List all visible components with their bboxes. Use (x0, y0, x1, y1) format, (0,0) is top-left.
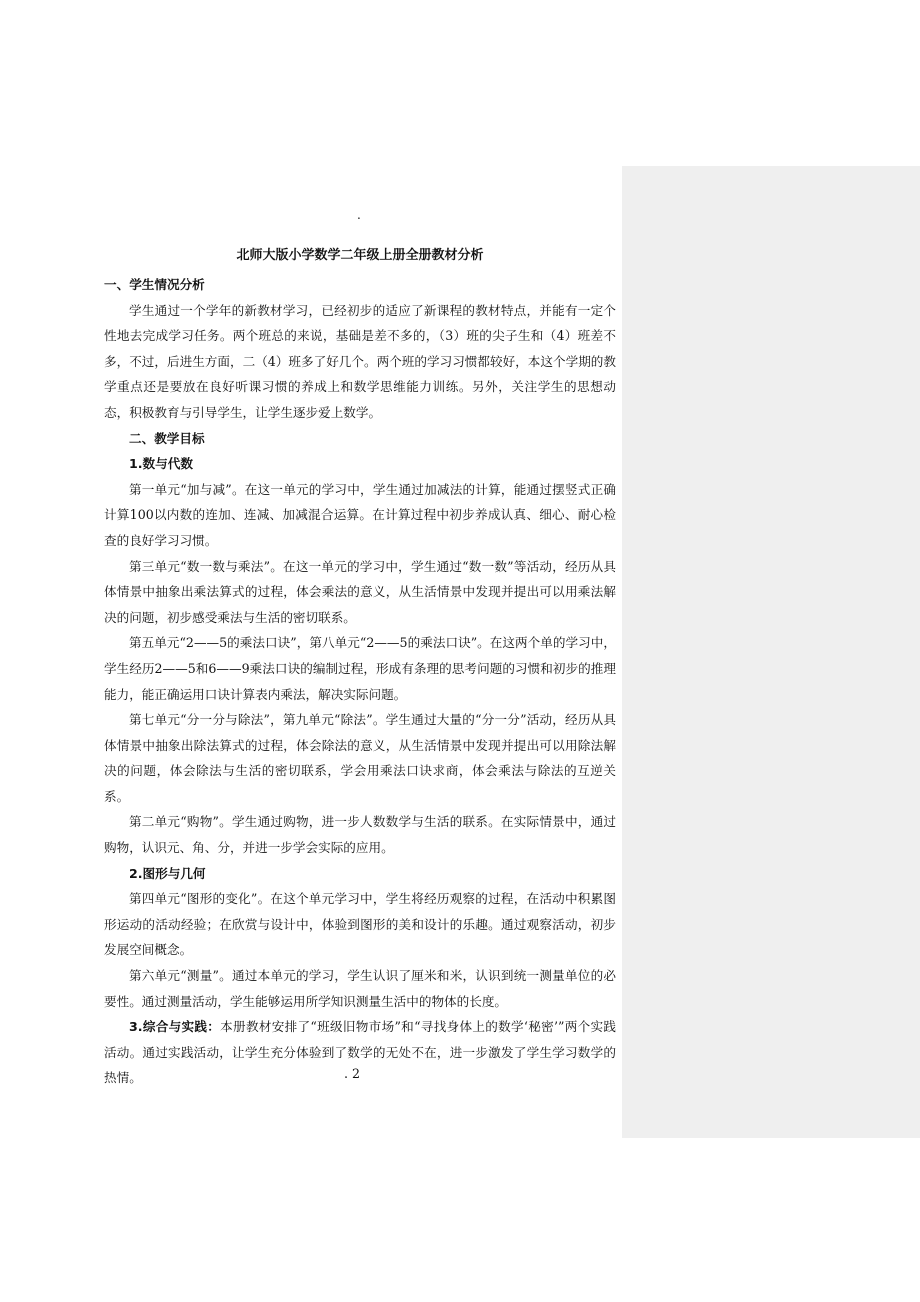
page-number: . 2 (344, 1066, 361, 1081)
document-body (104, 272, 616, 1091)
paragraph-unit-3: 第三单元“数一数与乘法”。在这一单元的学习中，学生通过“数一数”等活动，经历从具体情景中抽象出乘法算式的过程，体会乘法的意义，从生活情景中发现并提出可以用乘法解决的问题，初步感受乘法与生活的密切联系。 (104, 558, 616, 625)
paragraph-student-analysis: 学生通过一个学年的新教材学习，已经初步的适应了新课程的教材特点，并能有一定个性地去完成学习任务。两个班总的来说，基础是差不多的，（3）班的尖子生和（4）班差不多，不过，后进生方面，二（4）班多了好几个。两个班的学习习惯都较好，本这个学期的教学重点还是要放在良好听课习惯的养成上和数学思维能力训练。另外，关注学生的思想动态，积极教育与引导学生，让学生逐步爱上数学。 (104, 302, 616, 420)
subheading-numbers-algebra: 1.数与代数 (129, 456, 193, 472)
subheading-shapes-geometry: 2.图形与几何 (129, 865, 206, 881)
section-heading-teaching-goals: 二、教学目标 (129, 430, 205, 446)
paragraph-unit-7-9: 第七单元“分一分与除法”，第九单元“除法”。学生通过大量的“分一分”活动，经历从具体情景中抽象出除法算式的过程，体会除法的意义，从生活情景中发现并提出可以用除法解决的问题，体会除法与生活的密切联系，学会用乘法口诀求商，体会乘法与除法的互逆关系。 (104, 712, 616, 804)
practice-lead: 3.综合与实践： (129, 1019, 221, 1035)
practice-text: 本册教材安排了“班级旧物市场”和“寻找身体上的数学‘秘密’”两个实践活动。通过实践活动，让学生充分体验到了数学的无处不在，进一步激发了学生学习数学的热情。 (104, 1019, 616, 1086)
paragraph-unit-5-8: 第五单元“2——5的乘法口诀”，第八单元“2——5的乘法口诀”。在这两个单的学习中，学生经历2——5和6——9乘法口诀的编制过程，形成有条理的思考问题的习惯和初步的推理能力，能正确运用口诀计算表内乘法，解决实际问题。 (104, 635, 616, 702)
paragraph-unit-1: 第一单元“加与减”。在这一单元的学习中，学生通过加减法的计算，能通过摆竖式正确计算100以内数的连加、连减、加减混合运算。在计算过程中初步养成认真、细心、耐心检查的良好学习习惯。 (104, 481, 616, 548)
comment-pane (622, 166, 920, 1138)
paragraph-unit-2: 第二单元“购物”。学生通过购物，进一步人数数学与生活的联系。在实际情景中，通过购物，认识元、角、分，并进一步学会实际的应用。 (104, 814, 616, 856)
document-title: 北师大版小学数学二年级上册全册教材分析 (236, 248, 484, 263)
paragraph-unit-4: 第四单元“图形的变化”。在这个单元学习中，学生将经历观察的过程，在活动中积累图形运动的活动经验；在欣赏与设计中，体验到图形的美和设计的乐趣。通过观察活动，初步发展空间概念。 (104, 891, 616, 958)
paragraph-unit-6: 第六单元“测量”。通过本单元的学习，学生认识了厘米和米，认识到统一测量单位的必要性。通过测量活动，学生能够运用所学知识测量生活中的物体的长度。 (104, 968, 616, 1009)
header-dot: . (357, 208, 361, 222)
section-heading-student-analysis: 一、学生情况分析 (104, 277, 205, 292)
